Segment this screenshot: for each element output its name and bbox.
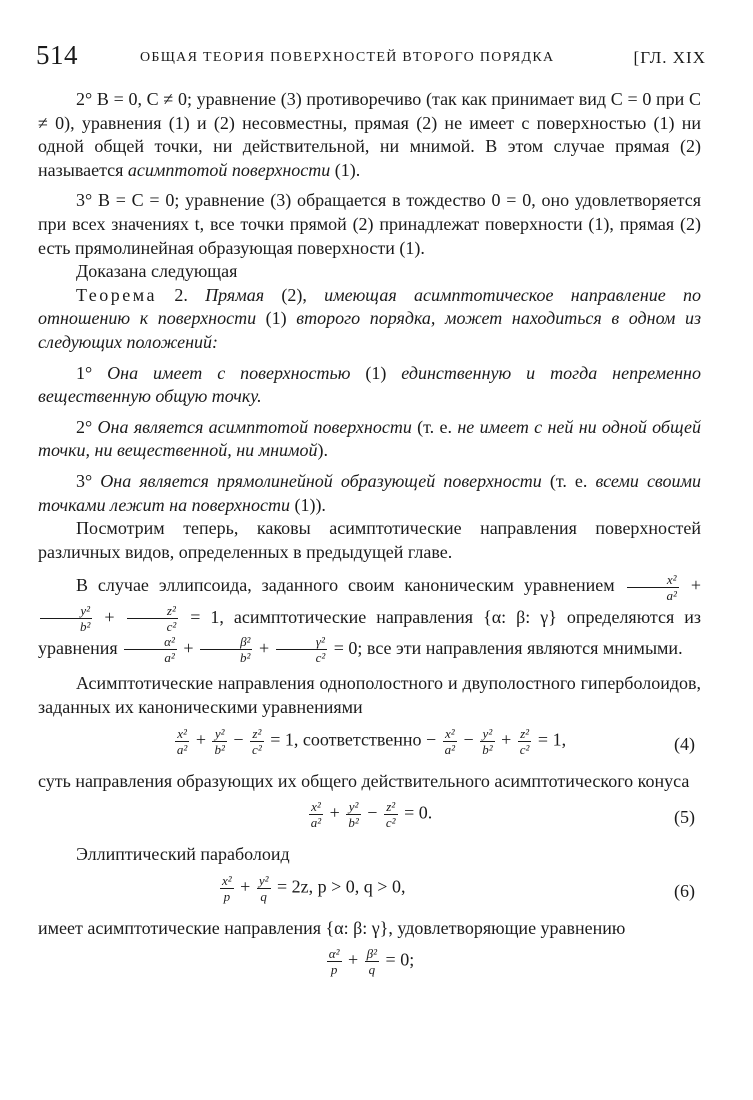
equation-4 — [38, 720, 701, 770]
paragraph-asymptotic-intro: Посмотрим теперь, каковы асимптотические направления поверхностей различных видов, определенных в предыдущей главе. — [38, 518, 701, 562]
chapter-label: [ГЛ. XIX — [633, 48, 706, 67]
page-body — [38, 88, 701, 990]
page-number: 514 — [36, 40, 78, 70]
running-header — [36, 40, 706, 74]
equation-7-body: $\frac{\text{α²}}{p}$ + $\frac{\text{β²}}{q}$ = 0; — [328, 946, 415, 978]
equation-5 — [38, 793, 701, 843]
equation-5-body: $\frac{\text{x²}}{\text{a²}}$ + $\frac{\text{y²}}{\text{b²}}$ − $\frac{\text{z²}}{\text{c²}}$ = 0. — [310, 799, 433, 831]
paragraph-proved: Доказана следующая — [76, 261, 238, 282]
fraction-y2-b2: $\frac{\text{y²}}{\text{b²}}$ — [40, 603, 92, 634]
equation-number-5: (5) — [674, 807, 695, 828]
fraction-x2-a2: $\frac{\text{x²}}{\text{a²}}$ — [627, 572, 679, 603]
fraction-beta2-b2: $\frac{\text{β²}}{\text{b²}}$ — [200, 634, 252, 665]
equation-4-body: $\frac{\text{x²}}{\text{a²}}$ + $\frac{\text{y²}}{\text{b²}}$ − $\frac{\text{z²}}{\text{c²}}$ = 1, соответственно − $\frac{\text{x²}}{\text{a²}}$ − $\frac{\text{y²}}{\text{b²}}$ + $\frac{\text{z²}}{\text{c²}}$ = 1, — [176, 725, 567, 757]
theorem-2: Теорема 2. Прямая (2), имеющая асимптотическое направление по отношению к поверхности (1) второго порядка, может находиться в одном из следующих положений: — [38, 284, 702, 352]
theorem-item-3: 3° Она является прямолинейной образующей поверхности (т. е. всеми своими точками лежит на поверхности (1)). — [38, 470, 701, 515]
paragraph-cone: суть направления образующих их общего действительного асимптотического конуса — [38, 770, 690, 791]
equation-6-body: $\frac{\text{x²}}{p}$ + $\frac{\text{y²}}{q}$ = 2z, p > 0, q > 0, — [222, 872, 406, 904]
equation-number-4: (4) — [674, 733, 695, 754]
fraction-alpha2-a2: $\frac{\text{α²}}{\text{a²}}$ — [124, 634, 177, 665]
paragraph-paraboloid-directions: имеет асимптотические направления {α: β: γ}, удовлетворяющие уравнению — [38, 917, 626, 938]
theorem-item-1: 1° Она имеет с поверхностью (1) единственную и тогда непременно вещественную общую точку. — [38, 362, 701, 407]
paragraph-elliptic-paraboloid: Эллиптический параболоид — [76, 844, 290, 865]
equation-7 — [38, 940, 701, 990]
paragraph-case-3: 3° B = C = 0; уравнение (3) обращается в тождество 0 = 0, оно удовлетворяется при всех значениях t, все точки прямой (2) принадлежат поверхности (1), прямая (2) есть прямолинейная образующая поверхности (1). — [38, 190, 701, 258]
equation-6 — [38, 867, 701, 917]
fraction-z2-c2: $\frac{\text{z²}}{\text{c²}}$ — [127, 603, 179, 634]
equation-number-6: (6) — [674, 880, 695, 901]
paragraph-hyperboloids: Асимптотические направления однополостного и двуполостного гиперболоидов, заданных их каноническими уравнениями — [38, 673, 701, 717]
paragraph-ellipsoid: В случае эллипсоида, заданного своим каноническим уравнением $\frac{\text{x²}}{\text{a²}}$ + $\frac{\text{y²}}{\text{b²}}$ + $\frac{\text{z²}}{\text{c²}}$ = 1, асимптотические направления {α: β: γ} определяются из уравнения $\frac{\text{α²}}{\text{a²}}$ + $\frac{\text{β²}}{\text{b²}}$ + $\frac{\text{γ²}}{\text{c²}}$ = 0; все эти направления являются мнимыми. — [38, 571, 702, 666]
theorem-item-2: 2° Она является асимптотой поверхности (т. е. не имеет с ней ни одной общей точки, ни вещественной, ни мнимой). — [38, 416, 702, 461]
paragraph-case-2: 2° B = 0, C ≠ 0; уравнение (3) противоречиво (так как принимает вид C = 0 при C ≠ 0), уравнения (1) и (2) несовместны, прямая (2) не имеет с поверхностью (1) ни одной общей точки, ни действительной, ни мнимой. В этом случае прямая (2) называется асимптотой поверхности (1). — [38, 89, 701, 180]
fraction-gamma2-c2: $\frac{\text{γ²}}{\text{c²}}$ — [276, 634, 328, 665]
running-title: ОБЩАЯ ТЕОРИЯ ПОВЕРХНОСТЕЙ ВТОРОГО ПОРЯДКА — [140, 50, 555, 65]
